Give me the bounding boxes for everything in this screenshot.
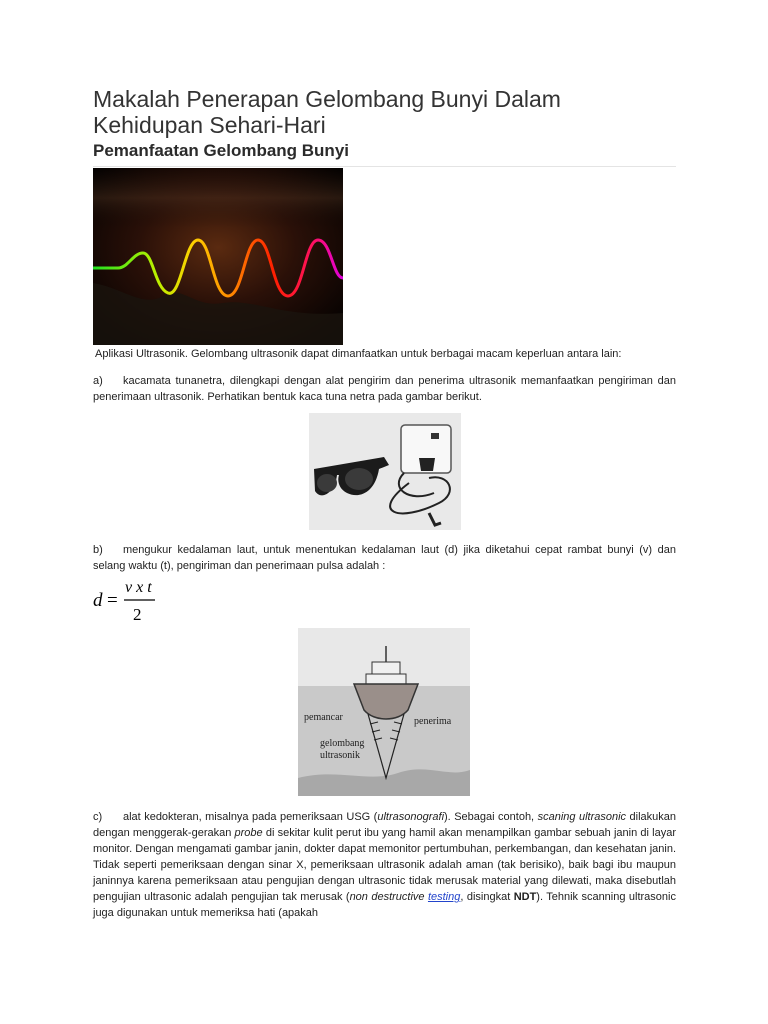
ship-sonar-image	[298, 628, 470, 796]
item-c-italic-scaning: scaning ultrasonic	[537, 811, 627, 823]
item-c-text-1: alat kedokteran, misalnya pada pemeriksaan USG (	[123, 811, 378, 823]
depth-formula	[93, 578, 163, 622]
ship-label-wave-1: gelombang	[320, 738, 365, 749]
item-c-text-3: dilakukan dengan menggerak-gerakan	[93, 811, 677, 839]
formula-equals: =	[107, 590, 118, 611]
item-a-paragraph	[93, 373, 676, 405]
item-c-text-2: ). Sebagai contoh,	[444, 811, 538, 823]
item-c-text-6: ). Tehnik scanning ultrasonic juga digunakan untuk memeriksa hati (apakah	[93, 891, 676, 919]
sound-wave-image	[93, 168, 343, 345]
item-c-paragraph	[93, 809, 676, 921]
blind-glasses-image	[309, 413, 461, 530]
item-b-text: mengukur kedalaman laut, untuk menentukan kedalaman laut (d) jika diketahui cepat rambat bunyi (v) dan selang waktu (t), pengiriman dan penerimaan pulsa adalah :	[93, 544, 676, 572]
item-b-paragraph	[93, 542, 676, 574]
item-c-italic-probe: probe	[234, 827, 263, 839]
ship-label-transmitter: pemancar	[304, 712, 343, 723]
formula-denominator: 2	[133, 605, 142, 622]
item-a-marker: a)	[93, 375, 103, 387]
formula-lhs: d	[93, 590, 103, 611]
item-c-text-4: di sekitar kulit perut ibu yang hamil akan menampilkan gambar sebuah janin di layar monitor. Dengan mengamati gambar janin, dokter dapat memonitor pertumbuhan, perkembangan, dan kesehatan janin. Tidak seperti pemeriksaan dengan sinar X, pemeriksaan ultrasonik adalah aman (tak berisiko), baik bagi ibu maupun janinnya karena pemeriksaan atau pengujian dengan ultrasonic tidak merusak material yang dilewati, maka disebutlah pengujian ultrasonic adalah pengujian tak merusak (	[93, 827, 676, 903]
item-c-bold-ndt: NDT	[513, 891, 537, 903]
ship-label-receiver: penerima	[414, 716, 452, 727]
formula-numerator: v x t	[125, 579, 152, 596]
ship-label-wave-2: ultrasonik	[320, 750, 360, 761]
item-c-marker: c)	[93, 811, 103, 823]
item-c-italic-usg: ultrasonografi	[377, 811, 445, 823]
item-c-italic-nondestructive: non destructive	[349, 891, 425, 903]
intro-paragraph: Aplikasi Ultrasonik. Gelombang ultrasonik dapat dimanfaatkan untuk berbagai macam keperluan antara lain:	[95, 348, 622, 360]
page-title: Makalah Penerapan Gelombang Bunyi Dalam Kehidupan Sehari-Hari	[93, 86, 561, 138]
divider	[93, 166, 676, 167]
testing-link[interactable]: testing	[427, 891, 461, 903]
item-c-text-5: , disingkat	[460, 891, 514, 903]
page-subtitle: Pemanfaatan Gelombang Bunyi	[93, 141, 349, 160]
item-a-text: kacamata tunanetra, dilengkapi dengan alat pengirim dan penerima ultrasonik memanfaatkan pengiriman dan penerimaan ultrasonik. Perhatikan bentuk kaca tuna netra pada gambar berikut.	[93, 375, 676, 403]
item-b-marker: b)	[93, 544, 103, 556]
